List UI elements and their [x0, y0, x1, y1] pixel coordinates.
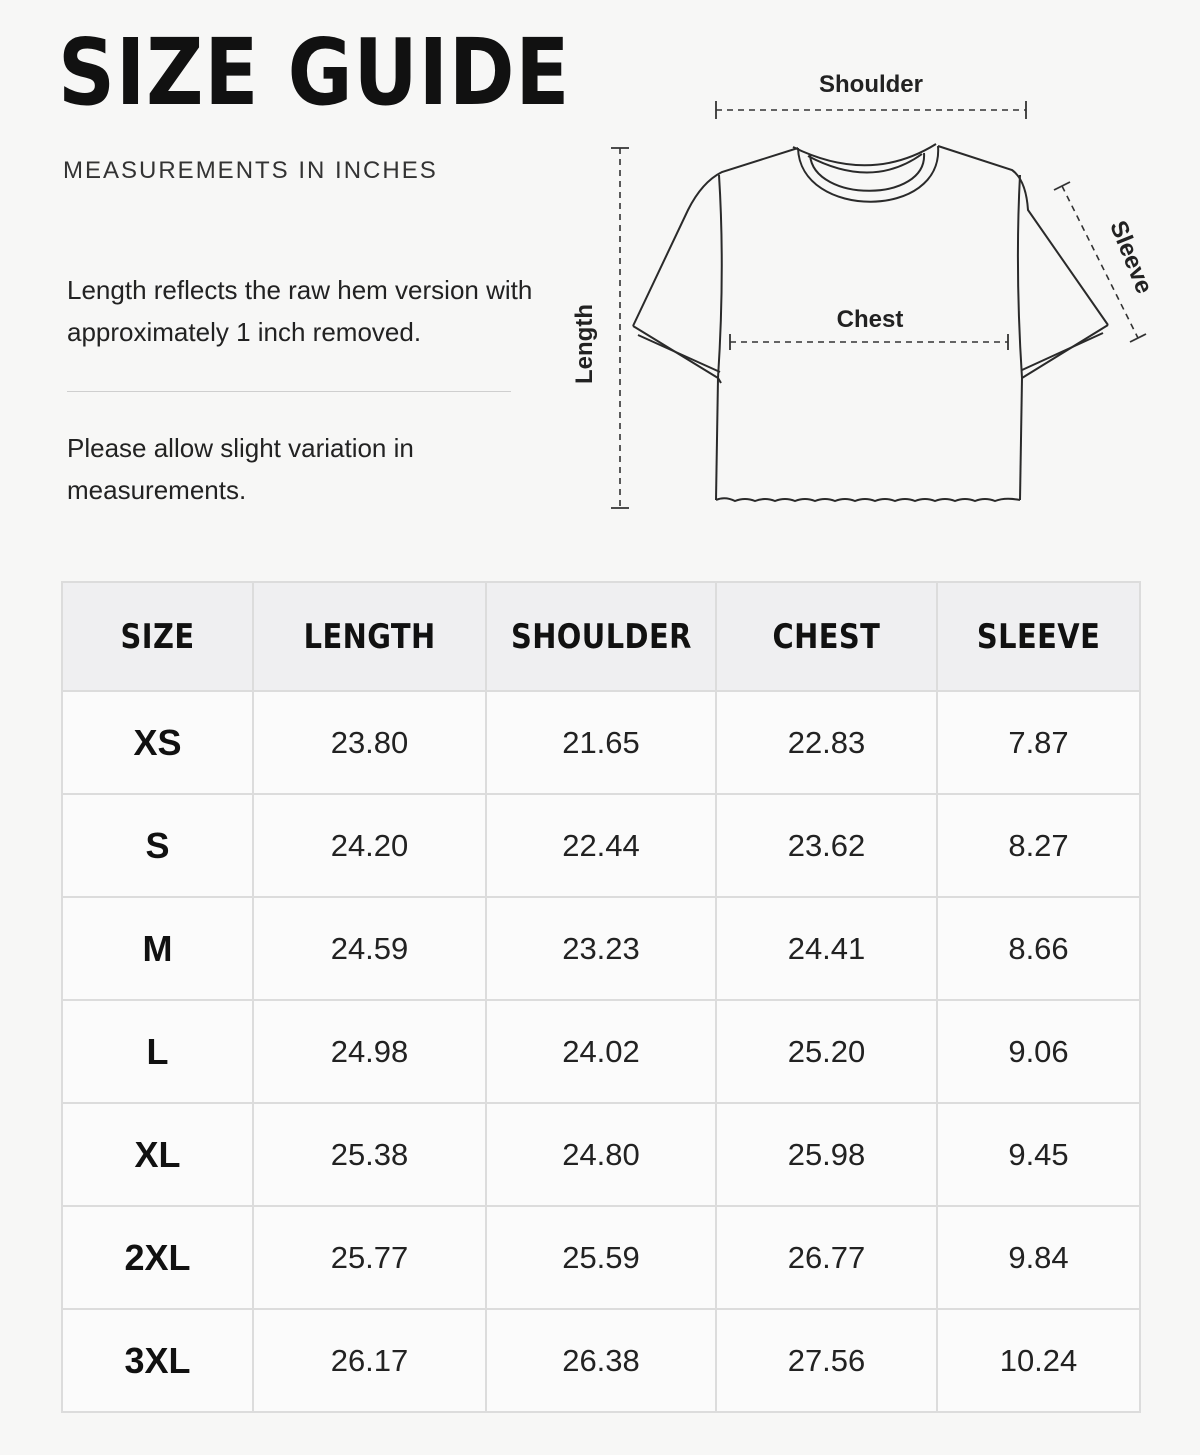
length-cell: 23.80: [253, 691, 486, 794]
raw-hem-note: Length reflects the raw hem version with approximately 1 inch removed.: [67, 275, 533, 347]
length-cell: 25.38: [253, 1103, 486, 1206]
table-row: [62, 1103, 1140, 1206]
length-cell: 25.77: [253, 1206, 486, 1309]
size-cell: 3XL: [62, 1309, 253, 1412]
sleeve-cell: 8.27: [937, 794, 1140, 897]
sleeve-cell: 9.84: [937, 1206, 1140, 1309]
shoulder-cell: 24.80: [486, 1103, 716, 1206]
chest-cell: 23.62: [716, 794, 937, 897]
table-row: [62, 1309, 1140, 1412]
shoulder-cell: 24.02: [486, 1000, 716, 1103]
shoulder-cell: 22.44: [486, 794, 716, 897]
size-cell: 2XL: [62, 1206, 253, 1309]
page-title: SIZE GUIDE: [58, 19, 571, 126]
size-cell: M: [62, 897, 253, 1000]
size-cell: S: [62, 794, 253, 897]
chest-cell: 26.77: [716, 1206, 937, 1309]
divider: [67, 391, 511, 392]
shoulder-cell: 26.38: [486, 1309, 716, 1412]
chest-cell: 24.41: [716, 897, 937, 1000]
tshirt-outline: [633, 144, 1030, 504]
chest-cell: 27.56: [716, 1309, 937, 1412]
sleeve-cell: 8.66: [937, 897, 1140, 1000]
table-row: [62, 897, 1140, 1000]
table-row: [62, 794, 1140, 897]
raw-hem: [716, 498, 1020, 501]
length-cell: 24.20: [253, 794, 486, 897]
table-row: [62, 1206, 1140, 1309]
table-header-row: [62, 582, 1140, 691]
shoulder-cell: 23.23: [486, 897, 716, 1000]
length-cell: 24.59: [253, 897, 486, 1000]
header-shoulder: SHOULDER: [486, 582, 716, 691]
chest-cell: 25.98: [716, 1103, 937, 1206]
shoulder-cell: 25.59: [486, 1206, 716, 1309]
sleeve-cell: 9.06: [937, 1000, 1140, 1103]
header-length: LENGTH: [253, 582, 486, 691]
header-chest: CHEST: [716, 582, 937, 691]
shoulder-label: Shoulder: [818, 71, 924, 98]
size-cell: XL: [62, 1103, 253, 1206]
table-row: [62, 691, 1140, 794]
sleeve-cell: 7.87: [937, 691, 1140, 794]
page-subtitle: MEASUREMENTS IN INCHES: [63, 157, 438, 184]
length-label: Length: [571, 304, 598, 384]
size-cell: L: [62, 1000, 253, 1103]
size-table: [61, 581, 1141, 1413]
size-cell: XS: [62, 691, 253, 794]
table-row: [62, 1000, 1140, 1103]
header-sleeve: SLEEVE: [937, 582, 1140, 691]
chest-cell: 25.20: [716, 1000, 937, 1103]
length-cell: 26.17: [253, 1309, 486, 1412]
sleeve-label: Sleeve: [1104, 216, 1158, 298]
chest-label: Chest: [836, 306, 904, 333]
tshirt-diagram: [560, 60, 1160, 530]
chest-cell: 22.83: [716, 691, 937, 794]
sleeve-cell: 9.45: [937, 1103, 1140, 1206]
variation-note: Please allow slight variation in measurements.: [67, 433, 414, 505]
sleeve-cell: 10.24: [937, 1309, 1140, 1412]
header-size: SIZE: [62, 582, 253, 691]
shoulder-cell: 21.65: [486, 691, 716, 794]
length-cell: 24.98: [253, 1000, 486, 1103]
